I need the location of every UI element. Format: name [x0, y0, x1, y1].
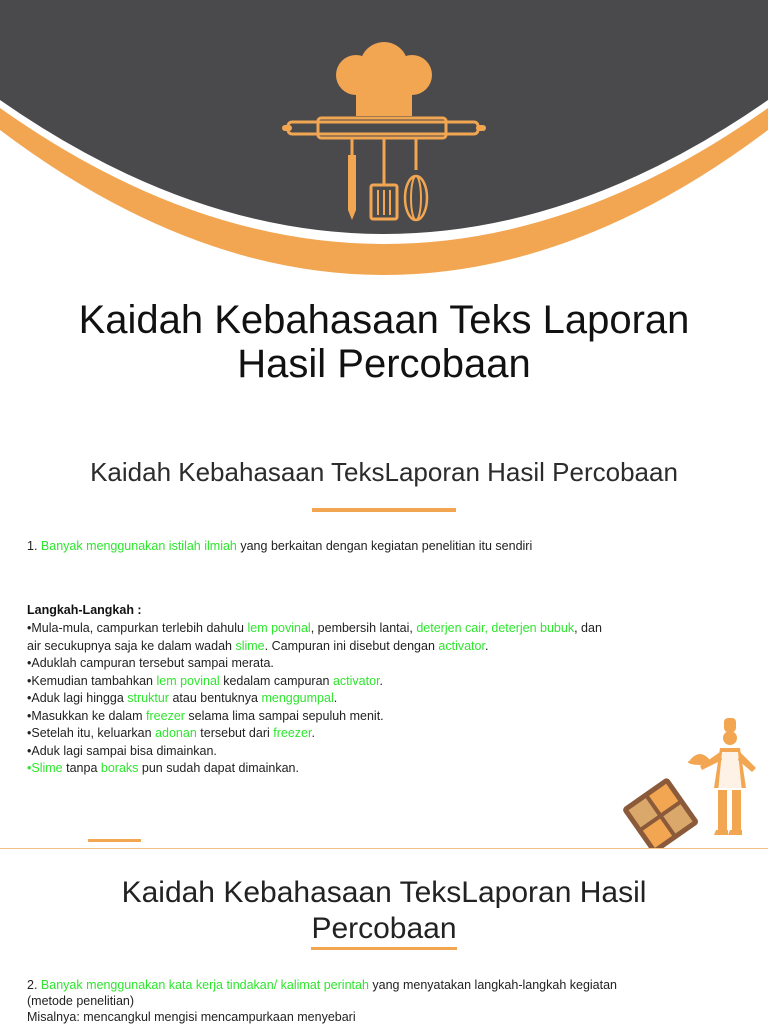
list-item: •Masukkan ke dalam freezer selama lima sampai sepuluh menit.: [27, 708, 384, 723]
header-background: [0, 0, 768, 300]
steps-list: [27, 620, 707, 778]
example-text: Misalnya: mencangkul mengisi mencampurkaan menyebari: [27, 1010, 356, 1024]
rule-point-2: 2. Banyak menggunakan kata kerja tindakan/ kalimat perintah yang menyatakan langkah-langkah kegiatan (metode penelitian) Misalnya: mencangkul mengisi mencampurkaan menyebari: [27, 978, 618, 1024]
list-item: •Kemudian tambahkan lem povinal kedalam campuran activator.: [27, 673, 384, 688]
highlighted-term: Banyak menggunakan istilah ilmiah: [40, 539, 237, 553]
list-item: •Setelah itu, keluarkan adonan tersebut dari freezer.: [27, 726, 315, 740]
title-line-2: Percobaan: [311, 911, 456, 950]
chef-waiter-with-tray-icon: [620, 710, 768, 860]
rules-slide-2: [0, 849, 768, 1024]
title-underline: [312, 508, 456, 512]
rules-slide-1: [0, 440, 768, 848]
title-line-1: Kaidah Kebahasaan Teks Laporan: [78, 298, 690, 342]
list-item: •Aduk lagi sampai bisa dimainkan.: [27, 743, 217, 758]
list-item: •Slime tanpa boraks pun sudah dapat dimainkan.: [27, 761, 299, 775]
footer-accent-bar: [88, 839, 141, 842]
section-title: Kaidah Kebahasaan TeksLaporan Hasil Percobaan: [90, 457, 678, 487]
title-slide: [0, 0, 768, 440]
title-line-1: Kaidah Kebahasaan TeksLaporan Hasil: [121, 876, 647, 909]
list-item: •Aduk lagi hingga struktur atau bentuknya menggumpal.: [27, 691, 338, 705]
steps-heading: Langkah-Langkah :: [27, 603, 142, 617]
list-item: •Mula-mula, campurkan terlebih dahulu lem povinal, pembersih lantai, deterjen cair, deterjen bubuk, dan: [27, 621, 602, 635]
rule-point-1: 1. Banyak menggunakan istilah ilmiah yang berkaitan dengan kegiatan penelitian itu sendiri: [27, 539, 533, 553]
list-item: •Aduklah campuran tersebut sampai merata.: [27, 656, 274, 670]
list-item: air secukupnya saja ke dalam wadah slime. Campuran ini disebut dengan activator.: [27, 638, 489, 653]
highlighted-term: Banyak menggunakan kata kerja tindakan/ kalimat perintah: [40, 978, 369, 992]
section-title: [0, 875, 768, 950]
page-title: [0, 298, 768, 386]
title-line-2: Hasil Percobaan: [237, 342, 531, 386]
